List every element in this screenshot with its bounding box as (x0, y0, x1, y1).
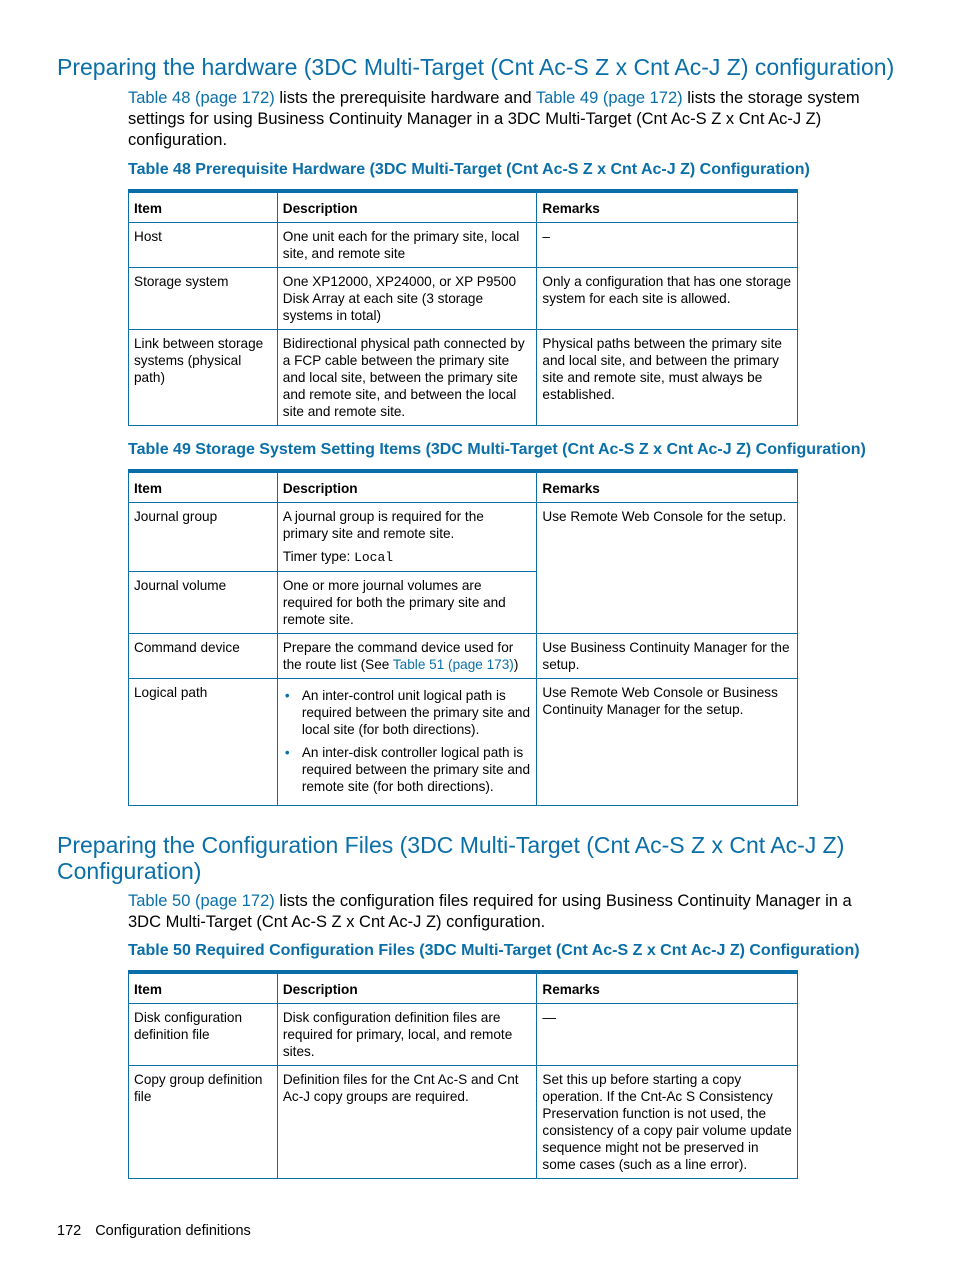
bullet-text: An inter-control unit logical path is required between the primary site and local site (for both directions). (301, 688, 531, 737)
table-48 (128, 189, 798, 426)
table-row (129, 1004, 798, 1066)
journal-group-description: A journal group is required for the primary site and remote site. (282, 509, 484, 541)
table-header-row (129, 191, 798, 223)
table-row (129, 223, 798, 268)
table-49-caption: Table 49 Storage System Setting Items (3DC Multi-Target (Cnt Ac-S Z x Cnt Ac-J Z) Configuration) (128, 441, 866, 458)
cell-description (277, 634, 537, 679)
table-header-row (129, 972, 798, 1004)
cell-remarks: Use Business Continuity Manager for the setup. (537, 634, 798, 679)
column-header-item: Item (129, 972, 278, 1004)
table-49-link[interactable]: Table 49 (page 172) (535, 89, 683, 107)
timer-type-line (283, 548, 532, 566)
cell-description: One unit each for the primary site, local site, and remote site (277, 223, 537, 268)
intro-text: lists the storage system settings for using Business Continuity Manager in a 3DC Multi-Target (Cnt Ac-S Z x Cnt Ac-J Z) configuration. (128, 89, 860, 149)
cell-description: One or more journal volumes are required for both the primary site and remote site. (277, 572, 537, 634)
cell-description (277, 679, 537, 806)
command-device-text: Prepare the command device used for the route list (See (282, 640, 514, 672)
column-header-description: Description (277, 191, 537, 223)
table-row (129, 268, 798, 330)
cell-item: Command device (129, 634, 278, 679)
table-51-link[interactable]: Table 51 (page 173) (392, 657, 514, 672)
table-row (129, 503, 798, 572)
bullet-text: An inter-disk controller logical path is required between the primary site and remote site (for both directions). (301, 745, 531, 794)
section-intro-config-files (128, 891, 873, 933)
timer-type-value: Local (354, 550, 394, 565)
cell-item: Journal group (129, 503, 278, 572)
cell-remarks: Use Remote Web Console or Business Continuity Manager for the setup. (537, 679, 798, 806)
cell-remarks: – (537, 223, 798, 268)
page-footer (57, 1223, 251, 1239)
cell-item: Disk configuration definition file (129, 1004, 278, 1066)
bullet-list (283, 687, 532, 795)
bullet-item (284, 744, 532, 795)
cell-description: Disk configuration definition files are required for primary, local, and remote sites. (277, 1004, 537, 1066)
table-48-caption: Table 48 Prerequisite Hardware (3DC Multi-Target (Cnt Ac-S Z x Cnt Ac-J Z) Configuration) (128, 161, 810, 178)
cell-item: Copy group definition file (129, 1066, 278, 1179)
command-device-text-end: ) (513, 657, 519, 672)
table-header-row (129, 471, 798, 503)
table-50 (128, 970, 798, 1179)
intro-text: lists the configuration files required for using Business Continuity Manager in a 3DC Multi-Target (Cnt Ac-S Z x Cnt Ac-J Z) configuration. (128, 892, 852, 931)
table-row (129, 330, 798, 426)
cell-description: One XP12000, XP24000, or XP P9500 Disk Array at each site (3 storage systems in total) (277, 268, 537, 330)
column-header-item: Item (129, 191, 278, 223)
table-row (129, 634, 798, 679)
column-header-remarks: Remarks (537, 972, 798, 1004)
footer-section-title: Configuration definitions (95, 1223, 251, 1239)
intro-text: lists the prerequisite hardware and (274, 89, 536, 107)
timer-type-label: Timer type: (282, 549, 355, 564)
table-49 (128, 469, 798, 806)
cell-item: Link between storage systems (physical path) (129, 330, 278, 426)
cell-remarks: Set this up before starting a copy operation. If the Cnt-Ac S Consistency Preservation function is not used, the consistency of a copy pair volume update sequence might not be preserved in some cases (such as a line error). (537, 1066, 798, 1179)
column-header-remarks: Remarks (537, 191, 798, 223)
cell-item: Logical path (129, 679, 278, 806)
cell-item: Journal volume (129, 572, 278, 634)
table-row (129, 679, 798, 806)
section-intro-hardware (128, 88, 873, 151)
cell-remarks: — (537, 1004, 798, 1066)
column-header-description: Description (277, 972, 537, 1004)
bullet-icon: • (284, 688, 290, 703)
page-number: 172 (57, 1223, 82, 1239)
bullet-item (284, 687, 532, 738)
cell-remarks: Only a configuration that has one storage system for each site is allowed. (537, 268, 798, 330)
cell-item: Storage system (129, 268, 278, 330)
table-50-caption: Table 50 Required Configuration Files (3DC Multi-Target (Cnt Ac-S Z x Cnt Ac-J Z) Configuration) (128, 942, 860, 959)
column-header-description: Description (277, 471, 537, 503)
cell-remarks: Use Remote Web Console for the setup. (537, 503, 798, 634)
cell-description: Definition files for the Cnt Ac-S and Cnt Ac-J copy groups are required. (277, 1066, 537, 1179)
cell-description: Bidirectional physical path connected by a FCP cable between the primary site and local site, between the primary site and remote site, and between the local site and remote site. (277, 330, 537, 426)
cell-item: Host (129, 223, 278, 268)
column-header-item: Item (129, 471, 278, 503)
cell-remarks: Physical paths between the primary site and local site, and between the primary site and remote site, must always be established. (537, 330, 798, 426)
table-row (129, 1066, 798, 1179)
table-50-link[interactable]: Table 50 (page 172) (128, 892, 275, 910)
table-48-link[interactable]: Table 48 (page 172) (128, 89, 275, 107)
section-title-hardware: Preparing the hardware (3DC Multi-Target (Cnt Ac-S Z x Cnt Ac-J Z) configuration) (57, 54, 895, 80)
section-title-config-files: Preparing the Configuration Files (3DC Multi-Target (Cnt Ac-S Z x Cnt Ac-J Z) Configuration) (57, 832, 845, 884)
cell-description (277, 503, 537, 572)
bullet-icon: • (284, 745, 290, 760)
column-header-remarks: Remarks (537, 471, 798, 503)
